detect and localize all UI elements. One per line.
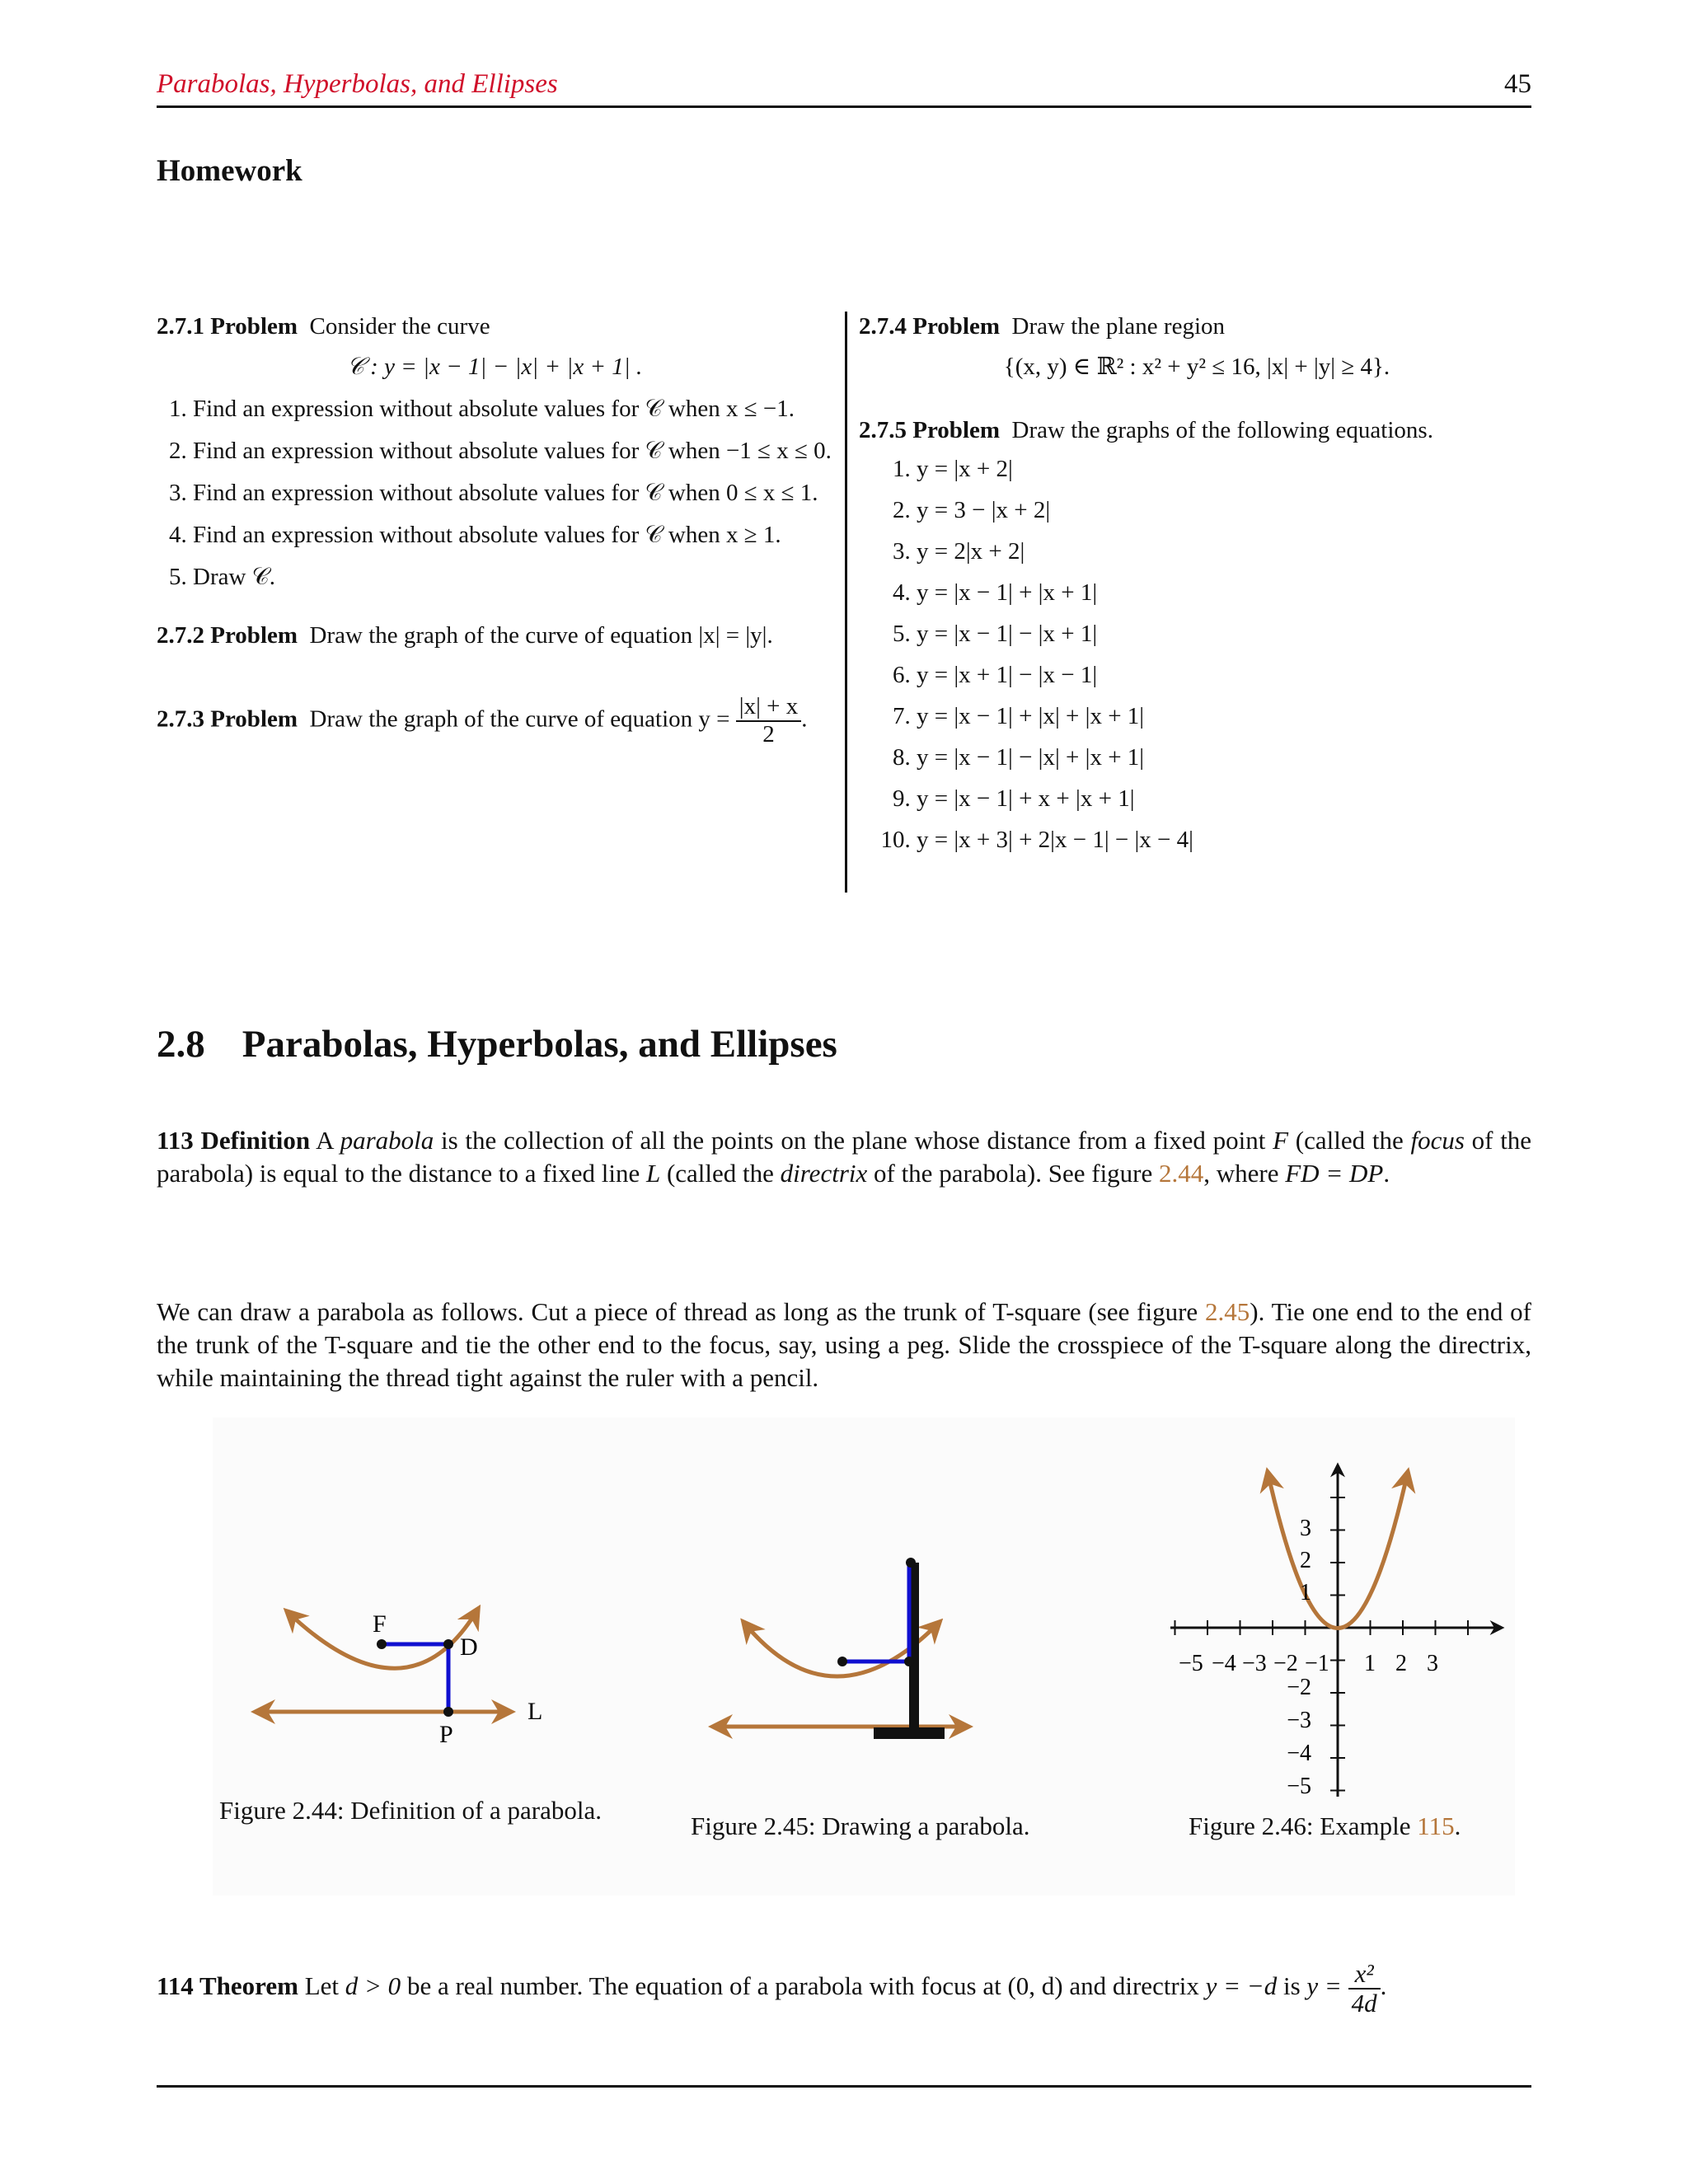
drawing-paragraph — [157, 1296, 1531, 1394]
x-tick-labels — [1179, 1651, 1438, 1676]
caption-text: Figure 2.46: Example — [1189, 1811, 1411, 1840]
problem-text: Consider the curve — [309, 313, 490, 340]
y-tick-label: −4 — [1287, 1741, 1311, 1766]
x-tick-label: −2 — [1273, 1651, 1298, 1676]
running-header-title: Parabolas, Hyperbolas, and Ellipses — [157, 69, 558, 99]
definition-113 — [157, 1124, 1531, 1190]
math-lhs: y = — [1306, 1971, 1342, 2001]
focus-point — [377, 1639, 387, 1649]
list-item: 5. Draw 𝒞. — [193, 562, 832, 593]
text-span: of the parabola) is equal to the distance to a fixed line — [157, 1126, 1532, 1188]
fraction — [736, 694, 801, 748]
label-D: D — [460, 1633, 478, 1661]
text-span: is — [1282, 1971, 1301, 2001]
text-span: ). Tie one end to the end of the trunk of the T-square and tie the other end to the focus, say, using a peg. Slide the crosspiece of the T-square along the directrix, while maintaining the thread tight against the ruler with a pencil. — [157, 1297, 1531, 1392]
problem-label: 2.7.5 Problem — [859, 417, 1001, 443]
math-equation: FD = DP — [1285, 1159, 1384, 1188]
list-item: 4. Find an expression without absolute values for 𝒞 when x ≥ 1. — [193, 520, 832, 551]
problem-text: Draw the plane region — [1011, 313, 1226, 340]
label-L: L — [528, 1698, 543, 1725]
x-tick-label: 3 — [1427, 1651, 1438, 1676]
text-span: of the parabola). See figure — [874, 1159, 1153, 1188]
curve-equation: 𝒞 : y = |x − 1| − |x| + |x + 1| . — [346, 354, 643, 380]
term-parabola: parabola — [340, 1126, 434, 1155]
problem-2-7-5 — [859, 415, 1535, 855]
header-rule — [157, 105, 1531, 108]
label-F: F — [373, 1610, 387, 1638]
list-item: 1. y = |x + 2| — [917, 454, 1535, 485]
math-condition: d > 0 — [345, 1971, 401, 2001]
list-item: 7. y = |x − 1| + |x| + |x + 1| — [917, 701, 1535, 732]
text-span: We can draw a parabola as follows. Cut a piece of thread as long as the trunk of T-square (see figure — [157, 1297, 1198, 1326]
x-tick-label: 2 — [1395, 1651, 1407, 1676]
problem-label: 2.7.4 Problem — [859, 313, 1001, 340]
region-set: {(x, y) ∈ ℝ² : x² + y² ≤ 16, |x| + |y| ≥ 4}. — [1003, 354, 1390, 380]
term-focus: focus — [1410, 1126, 1465, 1155]
point-D — [443, 1639, 453, 1649]
theorem-label: 114 Theorem — [157, 1971, 298, 2001]
text-span: and directrix — [1069, 1971, 1199, 2001]
list-item: 9. y = |x − 1| + x + |x + 1| — [917, 784, 1535, 814]
focus-peg — [837, 1657, 847, 1666]
problems-right-column — [859, 312, 1535, 866]
fraction-denominator: 2 — [762, 720, 775, 748]
problem-label: 2.7.3 Problem — [157, 705, 298, 733]
section-title: Parabolas, Hyperbolas, and Ellipses — [241, 1023, 837, 1066]
pencil-point — [904, 1657, 914, 1666]
x-tick-label: −5 — [1179, 1651, 1203, 1676]
definition-label: 113 Definition — [157, 1126, 311, 1155]
page-number: 45 — [1504, 69, 1531, 99]
figure-2-44-diagram — [239, 1591, 569, 1764]
list-item: 3. y = 2|x + 2| — [917, 537, 1535, 567]
figure-2-46-caption — [1189, 1810, 1461, 1843]
axes-group — [1170, 1465, 1502, 1797]
problem-text: Draw the graphs of the following equations. — [1011, 417, 1433, 443]
text-span: be a real number. The equation of a parabola with focus at — [406, 1971, 1001, 2001]
math-L: L — [645, 1159, 661, 1188]
fraction-denominator: 4d — [1351, 1989, 1377, 2018]
problem-2-7-1-items — [157, 394, 832, 593]
list-item: 5. y = |x − 1| − |x + 1| — [917, 619, 1535, 649]
figure-link[interactable]: 2.45 — [1205, 1297, 1250, 1326]
list-item: 8. y = |x − 1| − |x| + |x + 1| — [917, 743, 1535, 773]
text-span: , where — [1203, 1159, 1279, 1188]
homework-heading: Homework — [157, 154, 302, 188]
x-tick-label: −4 — [1212, 1651, 1236, 1676]
x-tick-label: 1 — [1364, 1651, 1376, 1676]
problem-2-7-3: 2.7.3 Problem Draw the graph of the curve of equation y = $\frac{|x| + x}{2}$ . — [157, 693, 808, 748]
problem-text: Draw the graph of the curve of equation |x| = |y|. — [309, 622, 773, 649]
trunk-end — [906, 1558, 916, 1568]
problem-text: Draw the graph of the curve of equation y = — [309, 705, 730, 733]
text-span: (called the — [666, 1159, 774, 1188]
fraction-numerator: |x| + x — [736, 694, 801, 722]
list-item: 2. Find an expression without absolute values for 𝒞 when −1 ≤ x ≤ 0. — [193, 436, 832, 466]
example-link[interactable]: 115 — [1417, 1811, 1455, 1840]
section-heading — [157, 1022, 837, 1066]
t-square-crosspiece — [874, 1727, 945, 1739]
figure-link[interactable]: 2.44 — [1159, 1159, 1204, 1188]
list-item: 4. y = |x − 1| + |x + 1| — [917, 578, 1535, 608]
text-span: Let — [304, 1971, 340, 2001]
figure-2-44-caption: Figure 2.44: Definition of a parabola. — [219, 1796, 603, 1825]
text-span: (called the — [1295, 1126, 1404, 1155]
list-item: 6. y = |x + 1| − |x − 1| — [917, 660, 1535, 691]
text-span: . — [1383, 1159, 1390, 1188]
problem-label: 2.7.2 Problem — [157, 622, 298, 649]
problem-2-7-1 — [157, 312, 832, 593]
caption-text: . — [1454, 1811, 1461, 1840]
y-tick-label: 3 — [1300, 1516, 1311, 1541]
math-focus: (0, d) — [1007, 1971, 1063, 2001]
list-item: 2. y = 3 − |x + 2| — [917, 495, 1535, 526]
section-number: 2.8 — [157, 1023, 205, 1066]
y-tick-label: −2 — [1287, 1675, 1311, 1700]
text-span: is the collection of all the points on the plane whose distance from a fixed point — [441, 1126, 1266, 1155]
problems-left-column — [157, 312, 832, 748]
list-item: 10. y = |x + 3| + 2|x − 1| − |x − 4| — [917, 825, 1535, 855]
figure-2-46-graph — [1146, 1451, 1508, 1813]
point-P — [443, 1707, 453, 1717]
y-tick-label: 1 — [1300, 1580, 1311, 1605]
problem-2-7-4 — [859, 312, 1535, 382]
problem-label: 2.7.1 Problem — [157, 313, 298, 340]
fraction — [1348, 1960, 1381, 2018]
math-F: F — [1273, 1126, 1289, 1155]
footer-rule — [157, 2085, 1531, 2088]
list-item: 3. Find an expression without absolute values for 𝒞 when 0 ≤ x ≤ 1. — [193, 478, 832, 509]
list-item: 1. Find an expression without absolute values for 𝒞 when x ≤ −1. — [193, 394, 832, 424]
figure-2-45-caption: Figure 2.45: Drawing a parabola. — [691, 1811, 1030, 1840]
fraction-numerator: x² — [1348, 1960, 1381, 1990]
problem-2-7-2 — [157, 621, 832, 651]
x-tick-label: −3 — [1242, 1651, 1267, 1676]
text-span: A — [316, 1126, 333, 1155]
math-directrix: y = −d — [1205, 1971, 1278, 2001]
term-directrix: directrix — [780, 1159, 868, 1188]
x-tick-label: −1 — [1305, 1651, 1329, 1676]
y-tick-label: −3 — [1287, 1708, 1311, 1733]
theorem-114 — [157, 1960, 1531, 2018]
label-P: P — [439, 1721, 453, 1748]
text-span: . — [1380, 1971, 1387, 2001]
y-tick-label: 2 — [1300, 1548, 1311, 1573]
figure-2-45-diagram — [701, 1549, 981, 1747]
y-tick-label: −5 — [1287, 1774, 1311, 1799]
column-divider — [845, 312, 847, 893]
problem-2-7-5-items — [859, 454, 1535, 855]
